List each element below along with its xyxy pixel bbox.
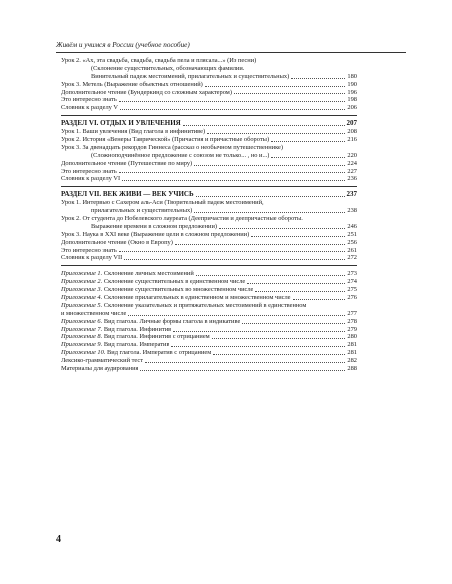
toc-entry <box>61 318 357 326</box>
appendix-number: Приложение 6. <box>61 317 103 325</box>
toc-entry-text: Урок 1. Ваши увлечения (Вид глагола в инфинитиве) <box>61 128 206 136</box>
toc-page-number: 278 <box>347 317 357 325</box>
header-rule <box>56 52 406 53</box>
toc-entry-text: Дополнительное чтение (Бундеркинд со сложным характером) <box>61 88 232 96</box>
toc-entry-label <box>61 278 245 286</box>
dot-leader <box>196 275 346 276</box>
dot-leader <box>175 244 346 245</box>
toc-entry <box>61 223 357 231</box>
toc-entry <box>61 128 357 136</box>
toc-page-number: 280 <box>347 333 357 341</box>
toc-entry <box>61 247 357 255</box>
appendix-number: Приложение 9. <box>61 341 103 349</box>
toc-entry-text: РАЗДЕЛ VII. ВЕК ЖИВИ — ВЕК УЧИСЬ <box>61 191 194 199</box>
toc-entry <box>61 144 357 152</box>
toc-page-number: 227 <box>347 167 357 175</box>
toc-entry-label <box>61 341 169 349</box>
toc-entry <box>61 294 357 302</box>
toc-page-number: 282 <box>347 357 357 365</box>
toc-entry-text: Материалы для аудирования <box>61 365 139 373</box>
toc-entry-label <box>61 136 269 144</box>
toc-entry-label <box>61 357 143 365</box>
toc-entry-text: Вид глагола. Императив с отрицанием <box>107 349 212 357</box>
toc-entry-label <box>61 333 210 341</box>
toc-page-number: 261 <box>347 246 357 254</box>
toc-entry-label <box>61 231 249 239</box>
toc-entry-text: (Сложноподчинённое предложение с союзом не только... , но и...) <box>91 151 270 159</box>
dot-leader <box>128 315 345 316</box>
toc-entry-label <box>61 152 269 160</box>
toc-entry-label <box>61 254 122 262</box>
dot-leader <box>234 93 345 94</box>
running-header: Живём и учимся в России (учебное пособие) <box>56 41 190 49</box>
dot-leader <box>242 323 345 324</box>
toc-entry <box>61 57 357 65</box>
dot-leader <box>207 133 345 134</box>
appendix-number: Приложение 4. <box>61 294 103 302</box>
toc-entry <box>61 136 357 144</box>
table-of-contents <box>61 57 357 373</box>
toc-entry <box>61 357 357 365</box>
toc-entry-text: Это интересно знать <box>61 246 117 254</box>
dot-leader <box>119 101 346 102</box>
toc-page-number: 276 <box>347 294 357 302</box>
dot-leader <box>293 299 346 300</box>
toc-entry-label <box>61 294 291 302</box>
toc-entry-text: Вид глагола. Личные формы глагола в индикативе <box>103 317 241 325</box>
toc-entry-text: Вид глагола. Императив <box>103 341 170 349</box>
appendix-number: Приложение 5. <box>61 301 103 309</box>
toc-entry <box>61 270 357 278</box>
toc-entry-label <box>61 104 118 112</box>
toc-entry-label <box>61 96 117 104</box>
dot-leader <box>119 251 346 252</box>
toc-entry-label <box>61 310 126 318</box>
toc-entry-text: Урок 2. «Ах, эта свадьба, свадьба, свадьба пела и плясала...» (Из песни) <box>61 56 257 64</box>
toc-entry <box>61 104 357 112</box>
toc-page-number: 206 <box>347 104 357 112</box>
dot-leader <box>251 236 345 237</box>
toc-entry <box>61 215 357 223</box>
toc-entry <box>61 310 357 318</box>
toc-page-number: 281 <box>347 341 357 349</box>
toc-entry-label <box>61 81 203 89</box>
toc-page-number: 275 <box>347 286 357 294</box>
toc-page-number: 190 <box>347 80 357 88</box>
toc-entry-text: Склонение существительных в единственном числе <box>103 278 246 286</box>
toc-entry <box>61 81 357 89</box>
toc-entry-label <box>61 270 194 278</box>
toc-entry-label <box>61 175 120 183</box>
toc-entry-text: и множественном числе <box>61 309 127 317</box>
toc-entry-text: Вид глагола. Инфинитив <box>103 325 172 333</box>
dot-leader <box>291 78 345 79</box>
toc-entry-text: Склонение указательных и притяжательных местоимений в единственном <box>103 301 307 309</box>
toc-entry-label <box>61 318 240 326</box>
dot-leader <box>171 346 345 347</box>
toc-entry-label <box>61 160 192 168</box>
toc-entry-label <box>61 73 289 81</box>
toc-entry-label <box>61 223 217 231</box>
toc-entry-text: Лексико-грамматический тест <box>61 357 144 365</box>
dot-leader <box>196 196 345 197</box>
toc-entry-text: Дополнительное чтение (Путешествие по миру) <box>61 159 193 167</box>
dot-leader <box>271 157 345 158</box>
toc-entry-text: Урок 1. Интервью с Сахером аль-Аси (Творительный падеж местоимений, <box>61 199 264 207</box>
toc-page-number: 272 <box>347 254 357 262</box>
toc-entry <box>61 152 357 160</box>
dot-leader <box>194 165 345 166</box>
appendix-number: Приложение 8. <box>61 333 103 341</box>
dot-leader <box>124 259 345 260</box>
toc-entry <box>61 160 357 168</box>
dot-leader <box>194 212 345 213</box>
toc-entry-label <box>61 89 232 97</box>
appendix-number: Приложение 7. <box>61 325 103 333</box>
dot-leader <box>219 228 345 229</box>
toc-entry <box>61 334 357 342</box>
toc-entry-label <box>61 247 117 255</box>
toc-entry-label <box>61 128 205 136</box>
toc-page-number: 288 <box>347 365 357 373</box>
toc-entry <box>61 254 357 262</box>
dot-leader <box>120 109 345 110</box>
toc-page-number: 207 <box>346 119 357 128</box>
appendix-number: Приложение 1. <box>61 270 103 278</box>
toc-entry-label <box>61 199 264 207</box>
toc-entry-label <box>61 144 283 152</box>
page-number: 4 <box>56 534 61 545</box>
toc-page-number: 238 <box>347 207 357 215</box>
toc-entry-label <box>61 168 117 176</box>
toc-entry <box>61 89 357 97</box>
toc-section-heading <box>61 120 357 128</box>
toc-page-number: 273 <box>347 270 357 278</box>
toc-entry-text: Словник к разделу V <box>61 104 119 112</box>
toc-page-number: 281 <box>347 349 357 357</box>
toc-entry <box>61 168 357 176</box>
dot-leader <box>255 291 345 292</box>
toc-entry-text: Это интересно знать <box>61 96 117 104</box>
toc-page-number: 236 <box>347 175 357 183</box>
toc-page-number: 198 <box>347 96 357 104</box>
toc-entry-text: Словник к разделу VI <box>61 175 121 183</box>
toc-entry <box>61 302 357 310</box>
section-rule <box>61 265 357 266</box>
section-rule <box>61 186 357 187</box>
dot-leader <box>119 172 346 173</box>
toc-entry-text: Склонение существительных во множественном числе <box>103 286 254 294</box>
toc-page-number: 274 <box>347 278 357 286</box>
toc-entry-label <box>61 349 211 357</box>
toc-entry <box>61 341 357 349</box>
toc-entry-label <box>61 57 256 65</box>
toc-page-number: 208 <box>347 128 357 136</box>
toc-entry-label <box>61 65 244 73</box>
toc-entry-label <box>61 365 138 373</box>
toc-page-number: 220 <box>347 151 357 159</box>
toc-entry-text: Урок 2. От студента до Нобелевского лауреата (Деепричастия и деепричастные обороты. <box>61 215 303 223</box>
toc-page-number: 246 <box>347 222 357 230</box>
toc-entry-text: Урок 3. Наука в XXI веке (Выражение цели в сложном предложении) <box>61 230 250 238</box>
dot-leader <box>183 125 345 126</box>
toc-entry <box>61 175 357 183</box>
toc-entry-text: Урок 2. История «Венеры Таврической» (Причастия и причастные обороты) <box>61 136 270 143</box>
toc-page-number: 224 <box>347 159 357 167</box>
appendix-number: Приложение 2. <box>61 278 103 286</box>
toc-entry <box>61 239 357 247</box>
toc-entry-text: Это интересно знать <box>61 167 117 175</box>
toc-entry <box>61 65 357 73</box>
appendix-number: Приложение 3. <box>61 286 103 294</box>
toc-entry-label <box>61 207 192 215</box>
toc-entry-text: Выражение времени в сложном предложении) <box>91 222 218 230</box>
toc-entry-text: Урок 3. Метель (Выражение объектных отношений) <box>61 80 203 88</box>
toc-entry-label <box>61 239 173 247</box>
toc-entry-text: Вид глагола. Инфинитив с отрицанием <box>103 333 210 341</box>
toc-entry-text: Винительный падеж местоимений, прилагательных и существительных) <box>91 72 290 80</box>
toc-entry <box>61 278 357 286</box>
toc-entry <box>61 96 357 104</box>
dot-leader <box>145 362 345 363</box>
toc-entry <box>61 286 357 294</box>
toc-page-number: 277 <box>347 309 357 317</box>
dot-leader <box>213 354 345 355</box>
toc-page-number: 256 <box>347 238 357 246</box>
toc-entry-label <box>61 215 303 223</box>
toc-entry-text: Словник к разделу VII <box>61 254 123 262</box>
toc-section-heading <box>61 191 357 199</box>
appendix-number: Приложение 10. <box>61 349 106 357</box>
toc-entry <box>61 365 357 373</box>
toc-page-number: 180 <box>347 72 357 80</box>
toc-entry <box>61 231 357 239</box>
toc-entry <box>61 326 357 334</box>
toc-page-number: 279 <box>347 325 357 333</box>
dot-leader <box>140 370 345 371</box>
toc-entry-label <box>61 326 171 334</box>
toc-entry-text: прилагательных и существительных) <box>91 207 193 215</box>
toc-entry-text: Урок 3. За двенадцать рекордов Гиннеса (рассказ о необычном путешественнике) <box>61 143 284 151</box>
toc-page-number: 251 <box>347 230 357 238</box>
toc-entry <box>61 207 357 215</box>
dot-leader <box>271 141 345 142</box>
toc-page-number: 216 <box>347 136 357 143</box>
dot-leader <box>122 180 345 181</box>
toc-entry-text: Дополнительное чтение (Окно в Европу) <box>61 238 173 246</box>
toc-entry <box>61 199 357 207</box>
toc-entry-label <box>61 286 253 294</box>
toc-entry <box>61 349 357 357</box>
dot-leader <box>212 338 346 339</box>
dot-leader <box>205 86 346 87</box>
toc-entry-label <box>61 120 181 128</box>
toc-entry-label <box>61 191 194 199</box>
toc-entry-label <box>61 302 306 310</box>
dot-leader <box>247 283 345 284</box>
toc-page-number: 196 <box>347 88 357 96</box>
toc-entry-text: Склонение прилагательных в единственном и множественном числе <box>103 294 291 302</box>
toc-entry-text: Склонение личных местоимений <box>103 270 194 278</box>
toc-page-number: 237 <box>346 190 357 199</box>
toc-entry <box>61 73 357 81</box>
section-rule <box>61 115 357 116</box>
dot-leader <box>173 331 345 332</box>
toc-entry-text: РАЗДЕЛ VI. ОТДЫХ И УВЛЕЧЕНИЯ <box>61 120 181 128</box>
toc-entry-text: (Склонение существительных, обозначающих фамилии. <box>91 64 245 72</box>
